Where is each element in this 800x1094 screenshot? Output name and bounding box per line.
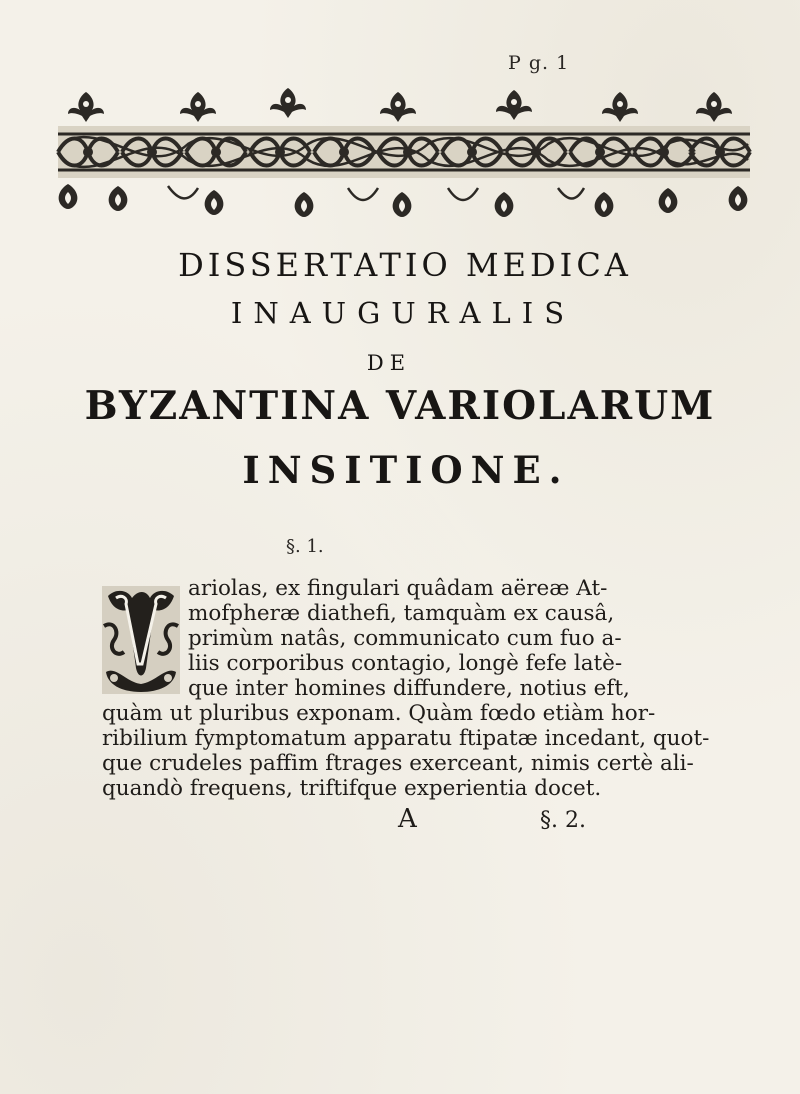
section-mark: §. 1. (286, 536, 324, 557)
body-text-line: que inter homines diffundere, notius eft, (188, 676, 630, 701)
body-text-line: quàm ut pluribus exponam. Quàm fœdo etiàm hor- (102, 701, 656, 726)
page-signature: P g. 1 (508, 52, 570, 74)
body-text-line: ariolas, ex fingulari quâdam aëreæ At- (188, 576, 608, 601)
body-text-line: quandò frequens, triftifque experientia docet. (102, 776, 602, 801)
body-text-line: mofpheræ diathefi, tamquàm ex causâ, (188, 601, 615, 626)
body-text-line: ribilium fymptomatum apparatu ftipatæ incedant, quot- (102, 726, 710, 751)
body-text-line: primùm natâs, communicato cum fuo a- (188, 626, 622, 651)
title-line-5: INSITIONE. (242, 448, 570, 492)
title-line-3: DE (366, 351, 412, 375)
title-line-1: DISSERTATIO MEDICA (178, 246, 632, 284)
footer-signature: A (398, 804, 417, 834)
decorated-initial-v (102, 586, 180, 694)
fleuron-ornament-band (48, 84, 760, 230)
body-text-line: que crudeles paffim ftrages exerceant, nimis certè ali- (102, 751, 694, 776)
body-text-line: liis corporibus contagio, longè fefe latè- (188, 651, 623, 676)
title-line-4: BYZANTINA VARIOLARUM (84, 383, 716, 429)
title-line-2: INAUGURALIS (230, 296, 576, 330)
catchword: §. 2. (540, 808, 586, 833)
